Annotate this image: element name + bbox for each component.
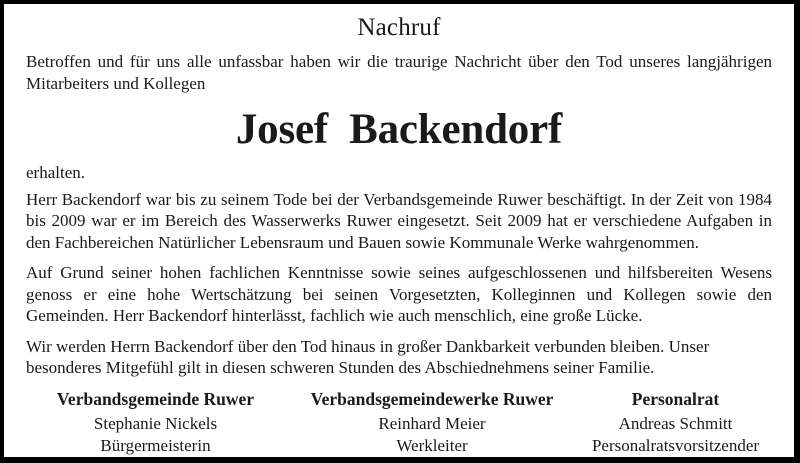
signature-organization: Verbandsgemeinde Ruwer — [56, 388, 255, 409]
notice-title: Nachruf — [357, 14, 441, 41]
lead-paragraph: Betroffen und für uns alle unfassbar haben wir die traurige Nachricht über den Tod unseres langjährigen Mitarbeiters und Kollegen — [26, 52, 772, 93]
signature-person-role: Bürgermeisterin — [100, 435, 211, 455]
signature-block — [26, 388, 772, 457]
deceased-name: Josef Backendorf — [235, 106, 563, 153]
signature-column-verbandsgemeinde-ruwer — [26, 388, 285, 457]
signature-person-name: Reinhard Meier — [378, 413, 486, 433]
signature-person-name: Andreas Schmitt — [618, 413, 733, 433]
body-paragraph-3: Wir werden Herrn Backendorf über den Tod hinaus in großer Dankbarkeit verbunden bleiben. Unser besonderes Mitgefühl gilt in diesen schweren Stunden des Abschiednehmens seiner Familie. — [26, 336, 710, 377]
signature-column-personalrat — [579, 388, 772, 457]
body-paragraph-1: Herr Backendorf war bis zu seinem Tode bei der Verbandsgemeinde Ruwer beschäftigt. In der Zeit von 1984 bis 2009 war er im Bereich des Wasserwerks Ruwer eingesetzt. Seit 2009 hat er verschiedene Aufgaben in den Fachbereichen Natürlicher Lebensraum und Bauen sowie Kommunale Werke wahrgenommen. — [26, 189, 772, 252]
signature-organization: Personalrat — [631, 388, 720, 409]
signature-person-role: Werkleiter — [396, 435, 468, 455]
notice-content — [4, 4, 794, 457]
signature-person-role: Personalratsvorsitzender — [591, 435, 760, 455]
signature-person-name: Stephanie Nickels — [93, 413, 218, 433]
signature-column-verbandsgemeindewerke-ruwer — [285, 388, 579, 457]
signature-organization: Verbandsgemeindewerke Ruwer — [310, 388, 554, 409]
body-paragraph-2: Auf Grund seiner hohen fachlichen Kenntnisse sowie seines aufgeschlossenen und hilfsbereiten Wesens genoss er eine hohe Wertschätzung bei seinen Vorgesetzten, Kolleginnen und Kollegen sowie den Gemeinden. Herr Backendorf hinterlässt, fachlich wie auch menschlich, eine große Lücke. — [26, 263, 772, 325]
received-line: erhalten. — [26, 163, 85, 182]
